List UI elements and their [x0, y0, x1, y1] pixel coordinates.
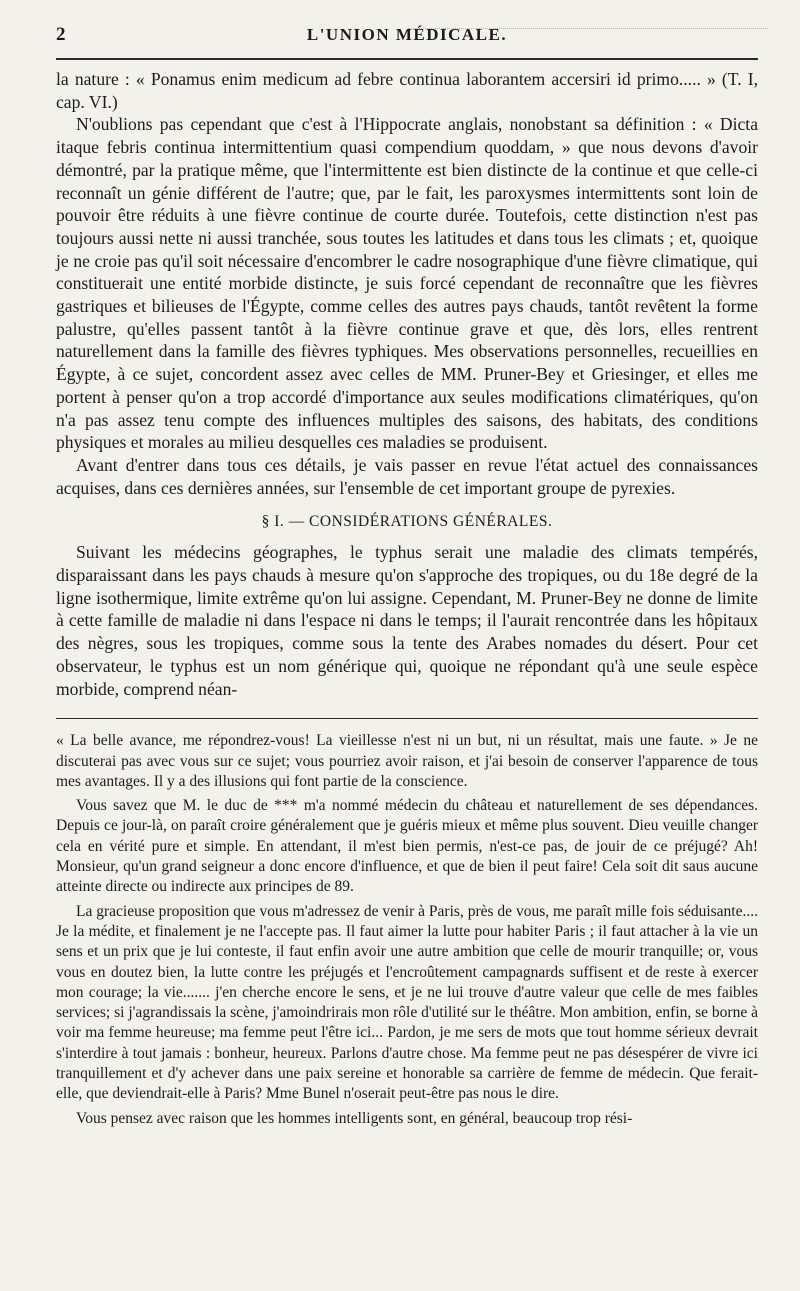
letter-paragraph: La gracieuse proposition que vous m'adressez de venir à Paris, près de vous, me paraît mille fois séduisante.... Je la médite, et finalement je ne l'accepte pas. Il faut aimer la lutte pour habiter Paris ; il faut attacher à la vie un sens et un prix que je lui conteste, il faut enfin avoir une autre ambition que celle de mourir tranquille; or, vous vous en doutez bien, la lutte contre les préjugés et l'encroûtement campagnards suffisent et de reste à exercer mon courage; la vie....... j'en cherche encore le sens, et je ne lui trouve d'autre valeur que celle de mes faibles services; si j'agrandissais la scène, j'amoindrirais mon rôle d'utilité sur le théâtre. Mon ambition, enfin, se borne à voir ma femme heureuse; ma femme peut l'être ici... Pardon, je me sers de mots que tout homme sérieux devrait s'interdire à tout jamais : bonheur, heureux. Parlons d'autre chose. Ma femme peut ne pas désespérer de vivre ici tranquillement et d'y achever dans une paix sereine et honorable sa carrière de femme de médecin. Que ferait-elle, que deviendrait-elle à Paris? Mme Bunel n'oserait peut-être pas nous le dire. — [56, 902, 758, 1103]
main-article — [56, 68, 758, 700]
article-paragraph: N'oublions pas cependant que c'est à l'Hippocrate anglais, nonobstant sa définition : « Dicta itaque febris continua intermittentium quasi compendium quoddam, » que nous devons d'avoir démontré, par la pratique même, que l'intermittente est bien distincte de la continue et que celle-ci reconnaît un génie différent de l'autre; que, par le fait, les paroxysmes intermittents sont loin de pouvoir être réduits à une fièvre continue de courte durée. Toutefois, cette distinction n'est pas toujours aussi nette ni aussi tranchée, sous toutes les latitudes et dans tous les climats ; et, quoique je ne croie pas qu'il soit nécessaire d'encombrer le cadre nosographique d'une fièvre climatique, qui constituerait une entité morbide distincte, je suis forcé cependant de reconnaître que les fièvres gastriques et bilieuses de l'Égypte, comme celles des autres pays chauds, tantôt revêtent la forme palustre, qu'elles passent tantôt à la fièvre continue grave et que, dès lors, elles rentrent naturellement dans la famille des fièvres typhiques. Mes observations personnelles, recueillies en Égypte, à ce sujet, concordent assez avec celles de MM. Pruner-Bey et Griesinger, et elles me portent à penser qu'on a trop accordé d'importance aux seules modifications climatériques, qu'on n'a pas assez tenu compte des influences multiples des saisons, des habitats, des conditions physiques et morales au milieu desquelles ces maladies se produisent. — [56, 114, 758, 453]
page-number: 2 — [56, 24, 66, 45]
section-paragraph: Suivant les médecins géographes, le typhus serait une maladie des climats tempérés, disparaissant dans les pays chauds à mesure qu'on s'approche des tropiques, ou du 18e degré de la ligne isothermique, limite extrême qu'on lui assigne. Cependant, M. Pruner-Bey ne donne de limite à cette famille de maladie ni dans l'espace ni dans le temps; il l'aurait rencontrée dans les hôpitaux des nègres, sous les tropiques, comme sous la tente des Arabes nomades du désert. Pour cet observateur, le typhus est un nom générique qui, quoique ne répondant qu'à une seule espèce morbide, comprend néan- — [56, 542, 758, 699]
section-heading: § I. — CONSIDÉRATIONS GÉNÉRALES. — [261, 513, 553, 531]
letter-paragraph: « La belle avance, me répondrez-vous! La vieillesse n'est ni un but, ni un résultat, mais une faute. » Je ne discuterai pas avec vous sur ce sujet; vous pourriez avoir raison, et j'ai besoin de conserver l'apparence de tous mes avantages. Il y a des illusions qui font partie de la conscience. — [56, 732, 758, 790]
feuilleton-divider — [56, 718, 758, 719]
feuilleton-letter — [56, 731, 758, 1129]
letter-paragraph: Vous pensez avec raison que les hommes intelligents sont, en général, beaucoup trop rési- — [76, 1109, 633, 1127]
running-head — [56, 24, 758, 60]
article-paragraph: la nature : « Ponamus enim medicum ad febre continua laborantem accersiri id primo..... » (T. I, cap. VI.) — [56, 69, 758, 112]
journal-title: L'UNION MÉDICALE. — [306, 25, 508, 44]
letter-paragraph: Vous savez que M. le duc de *** m'a nommé médecin du château et naturellement de ses dépendances. Depuis ce jour-là, on paraît croire généralement que je guéris mieux et même plus souvent. Dieu veuille changer cela en vérité pure et simple. En attendant, il m'est bien permis, n'est-ce pas, de jouir de ce préjugé? Ah! Monsieur, qu'un grand seigneur a donc encore d'influence, et que de bien il peut faire! Cela soit dit saus aucune atteinte directe ou indirecte aux principes de 89. — [56, 797, 758, 896]
article-paragraph: Avant d'entrer dans tous ces détails, je vais passer en revue l'état actuel des connaissances acquises, dans ces dernières années, sur l'ensemble de cet important groupe de pyrexies. — [56, 454, 758, 498]
